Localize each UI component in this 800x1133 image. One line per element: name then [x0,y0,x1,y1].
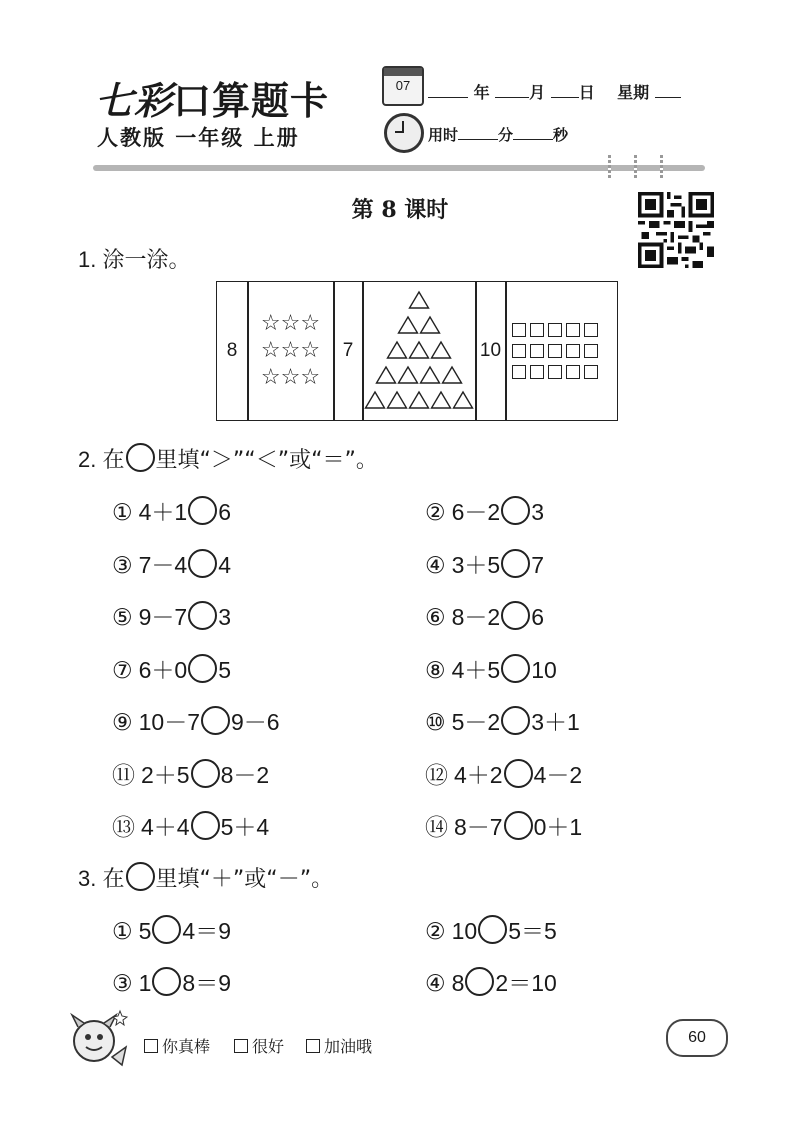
left-expression: 7－4 [138,551,188,578]
checkbox[interactable] [234,1039,248,1053]
right-expression: 4－2 [533,761,583,788]
squares-row [512,365,622,379]
square-icon[interactable] [512,344,526,358]
item-number: ⑭ [425,815,448,841]
stars-row [261,365,320,391]
left-expression: 5－2 [451,709,501,735]
item-number: ④ [425,971,446,997]
compare-item [425,704,580,737]
compare-item [425,494,544,527]
right-expression: 7 [531,551,545,578]
answer-circle[interactable] [501,601,530,630]
left-expression: 9－7 [138,604,188,630]
square-icon[interactable] [548,344,562,358]
clock-icon [384,113,424,153]
triangle-icon[interactable] [410,342,429,358]
count-cell: 7 [342,340,354,361]
right-expression: 3 [531,499,545,525]
triangle-icon[interactable] [399,317,418,333]
right-expression: 6 [531,604,545,630]
stars-row [261,338,320,364]
left-expression: 8－2 [451,604,501,630]
item-number: ⑦ [112,657,133,684]
square-icon[interactable] [584,323,598,337]
operator-item [112,965,231,998]
compare-item [112,809,269,842]
right-expression: 3＋1 [531,709,580,735]
count-cell: 10 [479,340,502,361]
operator-item [425,913,557,946]
compare-item [425,547,544,580]
square-icon[interactable] [566,344,580,358]
squares-row [512,323,622,337]
left-expression: 10－7 [138,709,200,735]
answer-circle[interactable] [504,811,533,840]
compare-item [112,599,231,632]
month-blank[interactable] [495,83,529,98]
compare-item [425,809,582,842]
triangle-icon[interactable] [421,367,440,383]
time-line: 用时 分 秒 [428,126,569,144]
right-expression: 5 [218,656,232,683]
qr-code[interactable] [638,192,714,268]
answer-circle[interactable] [465,967,494,996]
answer-circle[interactable] [188,496,217,525]
seconds-blank[interactable] [513,125,553,140]
star-icon[interactable]: ☆ [260,338,281,363]
item-number: ② [425,919,446,945]
year-blank[interactable] [428,83,468,98]
right-expression: 9－6 [231,709,280,735]
right-expression: 5＝5 [508,918,557,944]
square-icon[interactable] [530,323,544,337]
answer-circle[interactable] [501,549,530,578]
triangle-icon[interactable] [432,392,451,408]
right-expression: 5＋4 [220,814,270,840]
triangle-icon[interactable] [399,367,418,383]
answer-circle[interactable] [501,496,530,525]
checkbox[interactable] [306,1039,320,1053]
right-expression: 8＝9 [182,970,232,996]
star-icon[interactable]: ☆ [300,365,321,390]
item-number: ③ [112,971,133,997]
square-icon[interactable] [584,365,598,379]
edition-subtitle: 人教版 一年级 上册 [97,126,300,150]
answer-circle[interactable] [191,811,220,840]
mascot-illustration [64,1007,134,1073]
left-operand: 5 [138,918,152,944]
item-number: ④ [425,552,446,579]
right-expression: 2＝10 [495,970,557,996]
item-number: ⑪ [112,762,135,789]
compare-item [112,704,280,737]
left-expression: 4＋5 [451,656,501,683]
right-expression: 0＋1 [533,814,583,840]
answer-circle[interactable] [478,915,507,944]
star-icon[interactable]: ☆ [300,311,321,336]
question-1-heading: 1. 涂一涂。 [78,247,191,273]
minutes-blank[interactable] [458,125,498,140]
left-expression: 6＋0 [138,656,188,683]
right-expression: 6 [218,499,232,525]
coloring-table [216,281,618,421]
triangle-icon[interactable] [377,367,396,383]
divider-tick [608,155,611,179]
day-blank[interactable] [551,83,579,98]
operator-item [112,913,231,946]
item-number: ⑬ [112,815,135,841]
answer-circle[interactable] [501,654,530,683]
compare-item [112,547,231,580]
square-icon[interactable] [566,323,580,337]
divider-tick [634,155,637,179]
triangle-icon[interactable] [421,317,440,333]
item-number: ⑫ [425,762,448,789]
right-expression: 3 [218,604,232,630]
star-icon[interactable]: ☆ [260,365,281,390]
compare-item [112,757,269,790]
compare-item [425,652,557,685]
answer-circle[interactable] [188,601,217,630]
left-expression: 4＋4 [141,814,190,840]
answer-circle[interactable] [504,759,533,788]
squares-cell [506,282,622,420]
star-icon[interactable]: ☆ [260,311,281,336]
item-number: ⑥ [425,605,446,631]
item-number: ② [425,500,446,526]
left-expression: 6－2 [451,499,501,525]
left-expression: 2＋5 [141,761,190,788]
star-icon[interactable]: ☆ [280,365,301,390]
square-icon[interactable] [530,344,544,358]
compare-item [112,652,231,685]
squares-row [512,344,622,358]
answer-circle[interactable] [201,706,230,735]
left-expression: 4＋2 [454,761,503,788]
square-icon[interactable] [512,323,526,337]
square-icon[interactable] [512,365,526,379]
star-icon[interactable]: ☆ [280,338,301,363]
triangle-icon[interactable] [388,342,407,358]
triangle-icon[interactable] [410,392,429,408]
triangle-icon[interactable] [443,367,462,383]
question-3-heading: 3. 在 里填“＋”或“－”。 [78,862,333,893]
compare-item [425,599,544,632]
triangles-cell [363,282,475,420]
item-number: ① [112,919,133,945]
page-number: 60 [666,1019,728,1057]
answer-circle[interactable] [188,549,217,578]
star-icon[interactable]: ☆ [280,311,301,336]
answer-circle[interactable] [501,706,530,735]
triangle-icon[interactable] [454,392,473,408]
square-icon[interactable] [548,365,562,379]
triangle-icon[interactable] [366,392,385,408]
triangles-pyramid [363,282,475,419]
eval-option[interactable]: 你真棒 [144,1034,210,1057]
brand-title: 七彩口算题卡 [95,78,330,123]
circle-symbol [126,443,155,472]
date-line: 年 月 日 星期 [428,80,681,103]
star-icon[interactable]: ☆ [300,338,321,363]
answer-circle[interactable] [152,915,181,944]
item-number: ⑤ [112,605,133,631]
answer-circle[interactable] [152,967,181,996]
right-expression: 10 [531,656,557,683]
item-number: ⑨ [112,710,133,736]
checkbox[interactable] [144,1039,158,1053]
triangle-icon[interactable] [388,392,407,408]
answer-circle[interactable] [188,654,217,683]
divider-tick [660,155,663,179]
item-number: ⑧ [425,657,446,684]
eval-option[interactable]: 加油哦 [306,1034,372,1057]
square-icon[interactable] [548,323,562,337]
circle-symbol [126,862,155,891]
question-2-heading: 2. 在 里填“＞”“＜”或“＝”。 [78,443,378,474]
left-operand: 1 [138,970,152,996]
item-number: ③ [112,552,133,579]
compare-item [112,494,231,527]
triangle-icon[interactable] [432,342,451,358]
triangle-icon[interactable] [410,292,429,308]
stars-row [261,311,320,337]
left-operand: 10 [451,918,478,944]
right-expression: 4 [218,551,232,578]
left-operand: 8 [451,970,465,996]
count-cell: 8 [226,340,238,361]
right-expression: 8－2 [220,761,270,788]
lesson-title: 第 8 课时 [351,197,449,223]
compare-item [425,757,582,790]
left-expression: 3＋5 [451,551,501,578]
header-divider [93,165,705,171]
operator-item [425,965,557,998]
square-icon[interactable] [584,344,598,358]
left-expression: 8－7 [454,814,503,840]
answer-circle[interactable] [191,759,220,788]
square-icon[interactable] [566,365,580,379]
item-number: ⑩ [425,710,446,736]
eval-option[interactable]: 很好 [234,1034,284,1057]
stars-cell [248,282,333,420]
left-expression: 4＋1 [138,499,188,525]
right-expression: 4＝9 [182,918,232,944]
weekday-blank[interactable] [655,83,681,98]
item-number: ① [112,500,133,526]
calendar-icon: 07 [382,66,424,106]
square-icon[interactable] [530,365,544,379]
